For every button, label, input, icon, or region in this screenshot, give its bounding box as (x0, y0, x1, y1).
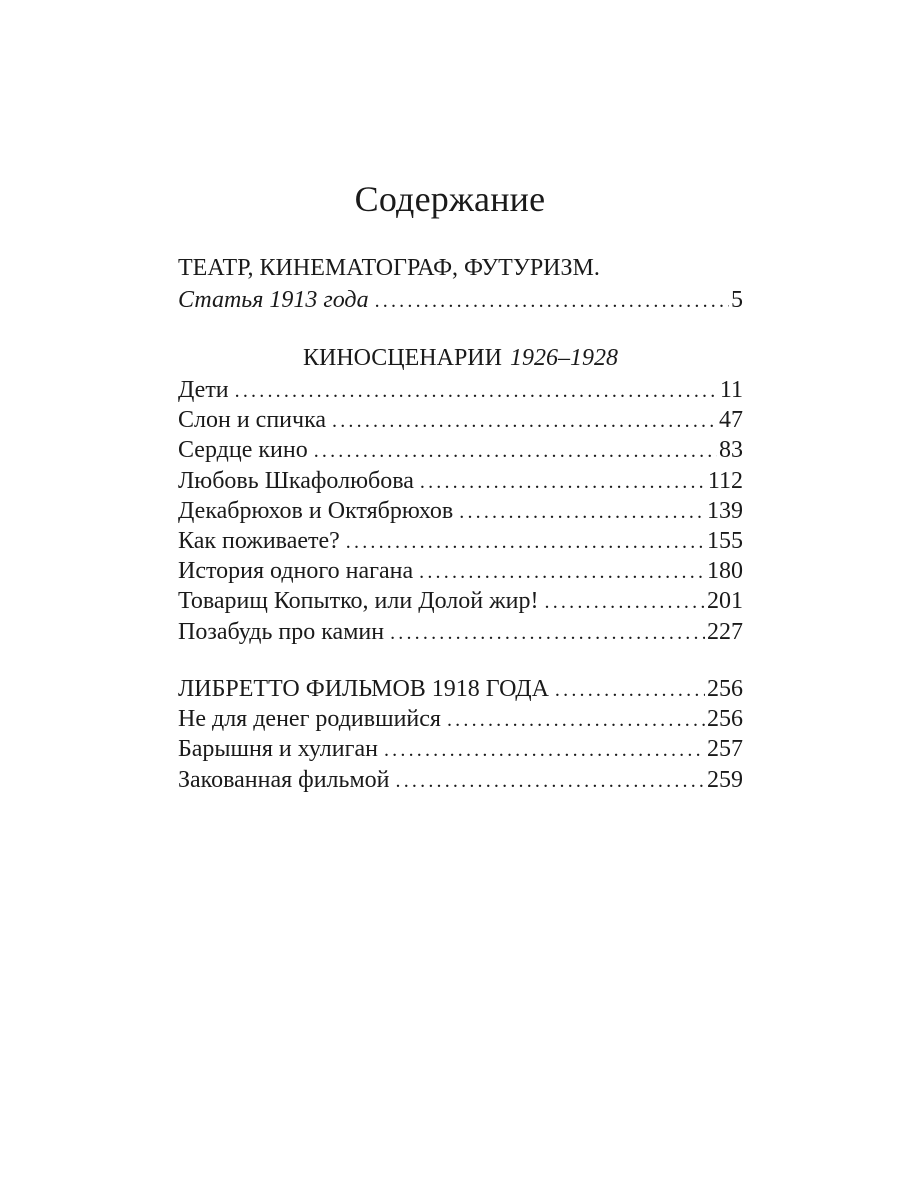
dot-leader (314, 440, 717, 463)
dot-leader (384, 739, 705, 762)
toc-entry[interactable] (178, 619, 743, 649)
toc-entry[interactable] (178, 767, 743, 797)
toc-section-screenplays (178, 345, 743, 649)
toc-entry-label: Позабудь про камин (178, 618, 385, 645)
section-heading: ЛИБРЕТТО ФИЛЬМОВ 1918 ГОДА (178, 676, 549, 702)
dot-leader (545, 591, 705, 614)
toc-entry-page: 155 (707, 527, 743, 554)
toc-entry-page: 47 (719, 407, 743, 434)
toc-entry-label: Декабрюхов и Октябрюхов (178, 497, 454, 524)
toc-entry-page: 227 (707, 618, 743, 645)
toc-section-theatre (178, 255, 743, 317)
toc-entry[interactable] (178, 736, 743, 766)
toc-entry-page: 257 (707, 736, 743, 763)
dot-leader (235, 380, 718, 403)
toc-entry[interactable] (178, 377, 743, 407)
toc-entry-label: Как поживаете? (178, 527, 340, 554)
toc-entry-label: Статья 1913 года (178, 287, 369, 313)
page-title: Содержание (354, 179, 546, 219)
dot-leader (447, 709, 705, 732)
toc-entry[interactable] (178, 468, 743, 498)
toc-entry-label: Не для денег родившийся (178, 706, 441, 733)
toc-entry-label: Слон и спичка (178, 407, 327, 434)
toc-entry-page: 256 (707, 706, 743, 733)
toc-entry-label: Сердце кино (178, 437, 308, 464)
toc-entry[interactable] (178, 498, 743, 528)
toc-entry-label: История одного нагана (178, 558, 414, 585)
toc-entry-page: 112 (707, 467, 743, 494)
dot-leader (459, 501, 705, 524)
toc-entry-page: 83 (719, 437, 743, 464)
toc-entry-page: 139 (707, 497, 743, 524)
toc-entry[interactable] (178, 706, 743, 736)
dot-leader (346, 531, 705, 554)
section-heading: ТЕАТР, КИНЕМАТОГРАФ, ФУТУРИЗМ. (178, 255, 600, 281)
toc-entry[interactable] (178, 588, 743, 618)
toc-entry-label: Закованная фильмой (178, 766, 390, 793)
dot-leader (390, 622, 705, 645)
toc-entry[interactable] (178, 558, 743, 588)
toc-entry-label: Барышня и хулиган (178, 736, 378, 763)
section-heading (178, 345, 743, 377)
toc-section-librettos (178, 676, 743, 797)
toc-entry-page: 5 (731, 287, 743, 313)
dot-leader (375, 290, 729, 313)
toc-entry-page: 180 (707, 558, 743, 585)
toc-entry-label: Любовь Шкафолюбова (178, 467, 414, 494)
toc-entry[interactable] (178, 528, 743, 558)
toc-entry-label: Дети (178, 377, 229, 403)
dot-leader (332, 410, 717, 433)
toc-entry-page: 11 (719, 377, 743, 403)
toc-section-entry[interactable] (178, 676, 743, 706)
toc-entry[interactable] (178, 287, 743, 317)
dot-leader (420, 471, 706, 494)
toc-entry[interactable] (178, 407, 743, 437)
dot-leader (396, 770, 705, 793)
dot-leader (419, 561, 705, 584)
toc-entry[interactable] (178, 437, 743, 467)
dot-leader (555, 679, 705, 702)
section-heading-text: КИНОСЦЕНАРИИ (303, 345, 502, 371)
section-heading-years: 1926–1928 (509, 345, 618, 371)
toc-entry-page: 259 (707, 766, 743, 793)
toc-entry-page: 256 (707, 676, 743, 702)
toc-entry-page: 201 (707, 588, 743, 615)
toc-entry-label: Товарищ Копытко, или Долой жир! (178, 588, 539, 615)
